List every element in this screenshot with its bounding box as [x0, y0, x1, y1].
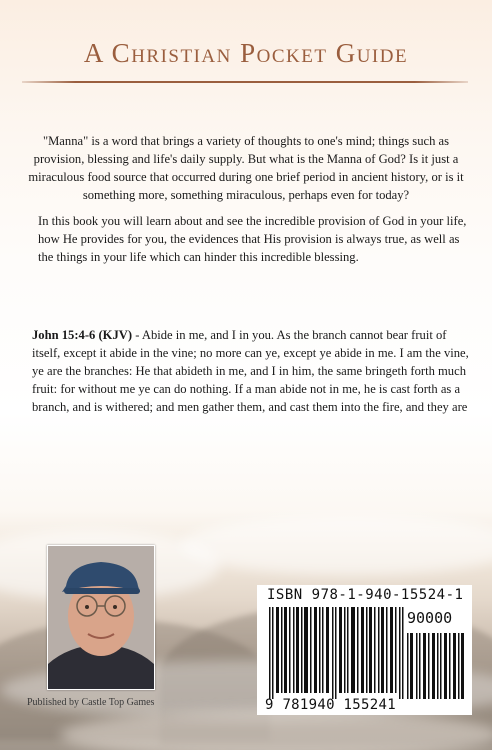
barcode-icon	[269, 607, 404, 699]
isbn-barcode	[257, 585, 472, 715]
price-barcode	[407, 633, 465, 699]
scripture-text: - Abide in me, and I in you. As the branch cannot bear fruit of itself, except it abide in the vine; no more can ye, except ye abide in me. I am the vine, ye are the branches: He that abideth in me, and I in him, the same bringeth forth much fruit: for without me ye can do nothing. If a man abide not in me, he is cast forth as a branch, and is withered; and men gather them, and cast them into the fire, and they are	[32, 328, 469, 414]
description-paragraph-2: In this book you will learn about and see the incredible provision of God in your life, how He provides for you, the evidences that His provision is always true, as well as the things in your life which can hinder this incredible blessing.	[38, 214, 467, 264]
author-photo	[47, 545, 155, 690]
book-series-title: A Christian Pocket Guide	[83, 38, 409, 68]
isbn-label: ISBN 978-1-940-15524-1	[267, 587, 464, 603]
title-divider	[22, 81, 468, 83]
price-code: 90000	[407, 609, 453, 627]
publisher-credit: Published by Castle Top Games	[27, 697, 155, 708]
scripture-paragraph	[32, 326, 470, 416]
ean-number: 9 781940 155241	[265, 697, 396, 713]
description-paragraph-1: "Manna" is a word that brings a variety of thoughts to one's mind; things such as provision, blessing and life's daily supply. But what is the Manna of God? Is it just a miraculous food source that occurred during one brief period in ancient history, or is it something more, something miraculous, perhaps even for today?	[28, 134, 464, 202]
scripture-reference: John 15:4-6 (KJV)	[32, 328, 133, 342]
